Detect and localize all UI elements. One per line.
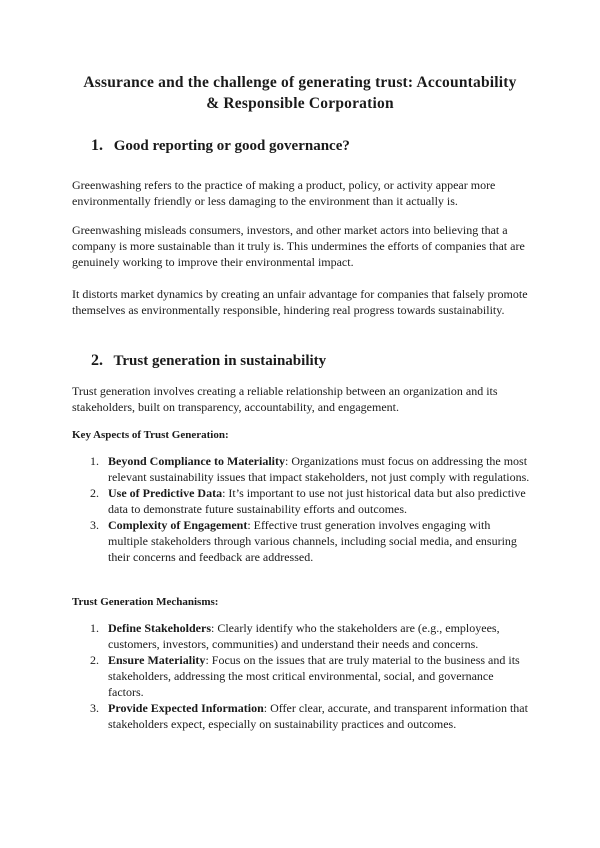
paragraph: Greenwashing refers to the practice of making a product, policy, or activity appear more environmentally friendly or less damaging to the environment than it actually is. [72, 178, 496, 208]
paragraph: It distorts market dynamics by creating an unfair advantage for companies that falsely promote themselves as environmentally responsible, hindering real progress towards sustainability. [72, 287, 528, 317]
list-text: : It’s important to use not just historical data but also predictive data to demonstrate future sustainability efforts and outcomes. [108, 486, 526, 516]
section-1-number: 1. [91, 137, 103, 154]
section-1-title: Good reporting or good governance? [113, 138, 350, 154]
title-line-2: & Responsible Corporation [206, 95, 394, 112]
list-item [90, 517, 530, 565]
list-index: 1. [90, 454, 99, 468]
list-item [90, 485, 530, 517]
list-index: 1. [90, 621, 99, 635]
section-2-heading [91, 351, 326, 371]
list-index: 3. [90, 701, 99, 715]
list-term: Use of Predictive Data [108, 486, 223, 500]
list-text: : Clearly identify who the stakeholders are (e.g., employees, customers, investors, communities) and understand their needs and concerns. [108, 621, 500, 651]
list-index: 2. [90, 653, 99, 667]
list-item [90, 652, 530, 700]
list-term: Provide Expected Information [108, 701, 264, 715]
list-text: : Effective trust generation involves engaging with multiple stakeholders through various channels, including social media, and ensuring their concerns and feedback are addressed. [108, 518, 517, 564]
key-aspects-heading: Key Aspects of Trust Generation: [72, 429, 229, 441]
title-line-1: Assurance and the challenge of generating trust: Accountability [83, 74, 517, 91]
list-term: Define Stakeholders [108, 621, 211, 635]
document-title [60, 72, 540, 114]
list-term: Complexity of Engagement [108, 518, 248, 532]
paragraph: Trust generation involves creating a reliable relationship between an organization and its stakeholders, built on transparency, accountability, and engagement. [72, 384, 498, 414]
list-term: Ensure Materiality [108, 653, 206, 667]
list-item [90, 453, 530, 485]
paragraph: Greenwashing misleads consumers, investors, and other market actors into believing that a company is more sustainable than it truly is. This undermines the efforts of companies that are genuinely working to improve their environmental impact. [72, 223, 525, 269]
section-2-title: Trust generation in sustainability [113, 353, 327, 369]
mechanisms-heading: Trust Generation Mechanisms: [72, 596, 219, 608]
section-1-heading [91, 136, 350, 156]
list-item [90, 700, 530, 732]
list-index: 2. [90, 486, 99, 500]
mechanisms-list [90, 620, 530, 732]
list-text: : Focus on the issues that are truly material to the business and its stakeholders, addressing the most critical environmental, social, and governance factors. [108, 653, 520, 699]
list-text: : Offer clear, accurate, and transparent information that stakeholders expect, especially on sustainability practices and outcomes. [108, 701, 528, 731]
list-item [90, 620, 530, 652]
list-text: : Organizations must focus on addressing the most relevant sustainability issues that impact stakeholders, not just comply with regulations. [108, 454, 530, 484]
section-2-number: 2. [91, 352, 103, 369]
key-aspects-list [90, 453, 530, 565]
list-term: Beyond Compliance to Materiality [108, 454, 285, 468]
list-index: 3. [90, 518, 99, 532]
